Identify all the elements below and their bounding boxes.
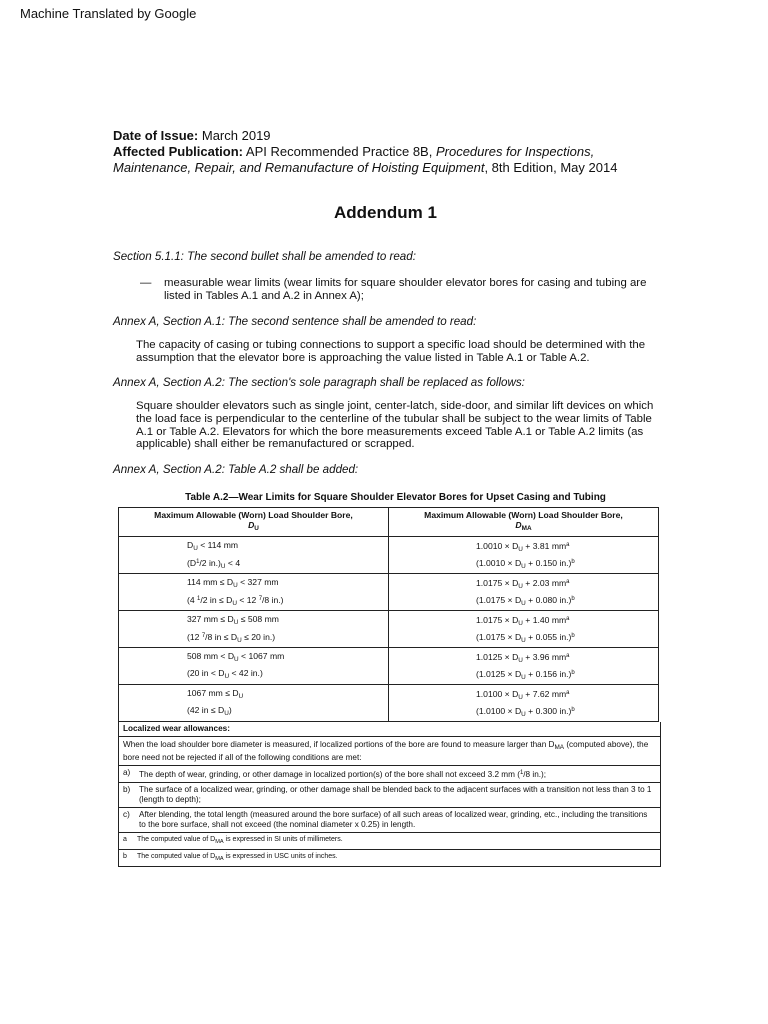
footnote-b-label: b: [123, 852, 127, 860]
column-header-du-title: Maximum Allowable (Worn) Load Shoulder Bore,: [154, 509, 353, 520]
condition-a-fraction-numerator: 1: [519, 769, 524, 776]
table-row: [119, 704, 659, 722]
cell-text: 327 mm ≤ D: [187, 614, 234, 625]
cell-text: b: [571, 632, 575, 639]
cell-text: 1067 mm ≤ D: [187, 688, 239, 699]
notes-heading: Localized wear allowances:: [119, 722, 660, 737]
cell-text: U: [233, 582, 238, 590]
bullet-dash: —: [140, 277, 152, 289]
cell-text: 7: [258, 595, 263, 602]
table-cell: [119, 556, 389, 574]
translation-banner: Machine Translated by Google: [20, 6, 197, 21]
publication-edition: , 8th Edition, May 2014: [484, 160, 618, 175]
cell-text: + 7.62 mm: [522, 688, 567, 699]
cell-text: a: [566, 541, 570, 548]
table-cell: [119, 573, 389, 593]
condition-b-label: b): [123, 784, 131, 794]
table-row: [119, 573, 659, 593]
table-cell: [389, 573, 659, 593]
cell-text: (20 in < D: [187, 668, 225, 679]
cell-text: U: [521, 710, 526, 718]
cell-text: (D: [187, 557, 197, 568]
cell-text: b: [571, 595, 575, 602]
section-5-1-1-heading: Section 5.1.1: The second bullet shall be amended to read:: [113, 250, 416, 263]
condition-b-text: The surface of a localized wear, grinding, or other damage shall be blended back to the adjacent surfaces with a transition not less than 3 to 1 (length to depth);: [139, 784, 652, 804]
cell-text: U: [518, 545, 523, 553]
table-row: [119, 556, 659, 574]
footnote-a-label: a: [123, 835, 127, 843]
cell-text: /2 in.): [199, 557, 221, 568]
cell-text: 114 mm ≤ D: [187, 577, 234, 588]
notes-intro-text: When the load shoulder bore diameter is measured, if localized portions of the bore are found to measure larger than D: [123, 739, 555, 749]
table-row: [119, 684, 659, 704]
cell-text: /8 in ≤ D: [205, 631, 238, 642]
table-row: [119, 647, 659, 667]
cell-text: (1.0010 × D: [476, 557, 522, 568]
cell-text: + 1.40 mm: [522, 614, 567, 625]
footnote-a-text-end: is expressed in SI units of millimeters.: [223, 835, 343, 843]
cell-text: ≤ 508 mm: [238, 614, 279, 625]
footnote-b-text-end: is expressed in USC units of inches.: [223, 852, 338, 860]
notes-intro: [119, 737, 660, 766]
table-cell: [119, 610, 389, 630]
cell-text: /8 in.): [262, 594, 284, 605]
cell-text: 508 mm < D: [187, 651, 235, 662]
cell-text: a: [566, 652, 570, 659]
cell-text: (1.0175 × D: [476, 594, 522, 605]
footnote-b-text-start: The computed value of D: [137, 852, 216, 860]
condition-c-label: c): [123, 809, 130, 819]
affected-publication-label: Affected Publication:: [113, 144, 244, 159]
condition-a-text-start: The depth of wear, grinding, or other damage in localized portion(s) of the bore shall not exceed 3.2 mm (: [139, 769, 520, 779]
cell-text: < 12: [236, 594, 259, 605]
notes-intro-text-end: (computed above), the bore need not be rejected if all of the following conditions are met:: [123, 739, 649, 762]
table-cell: [389, 704, 659, 722]
cell-text: b: [571, 669, 575, 676]
cell-text: + 3.96 mm: [522, 651, 567, 662]
table-row: [119, 610, 659, 630]
cell-text: 1: [196, 558, 200, 565]
annex-a2-text: Square shoulder elevators such as single joint, center-latch, side-door, and similar lift devices on which the load face is perpendicular to the centerline of the tubular shall be subject to the wear limits of Table A.1 or Table A.2. Elevators for which the bore measurements exceed Table A.1 or Table A.2 limits (as applicable) shall either be remanufactured or scrapped.: [136, 400, 654, 451]
cell-text: U: [193, 545, 198, 553]
cell-text: 1.0100 × D: [476, 688, 519, 699]
cell-text: U: [224, 673, 230, 681]
table-row: [119, 593, 659, 611]
table-cell: [119, 593, 389, 611]
cell-text: (12: [187, 631, 202, 642]
cell-text: U: [232, 599, 237, 607]
column-header-dma-symbol: D: [515, 519, 522, 530]
cell-text: U: [518, 619, 523, 627]
footnote-a-text-start: The computed value of D: [137, 835, 216, 843]
cell-text: + 0.055 in.): [525, 631, 572, 642]
table-cell: [119, 647, 389, 667]
table-cell: [119, 684, 389, 704]
cell-text: 1.0125 × D: [476, 651, 519, 662]
table-cell: [119, 630, 389, 648]
cell-text: (1.0100 × D: [476, 705, 522, 716]
condition-a-text: [139, 768, 546, 780]
cell-text: U: [521, 599, 526, 607]
cell-text: U: [521, 673, 526, 681]
condition-c-text: After blending, the total length (measured around the bore surface) of all such areas of localized wear, grinding, etc., including the transitions to the bore surface, shall not exceed (the nominal diameter x 0.25) in length.: [139, 809, 648, 829]
table-cell: [389, 556, 659, 574]
document-body: [113, 128, 658, 867]
table-row: [119, 667, 659, 685]
cell-text: < 114 mm: [197, 540, 239, 551]
table-cell: [119, 704, 389, 722]
cell-text: 1.0010 × D: [476, 540, 519, 551]
wear-limits-table: [118, 507, 659, 722]
column-header-dma-subscript: MA: [521, 524, 532, 532]
table-a2-heading: Annex A, Section A.2: Table A.2 shall be added:: [113, 462, 359, 476]
publication-title: Procedures for Inspections, Maintenance, Repair, and Remanufacture of Hoisting Equipment: [113, 144, 595, 175]
cell-text: 1.0175 × D: [476, 614, 519, 625]
amended-bullet-text: measurable wear limits (wear limits for square shoulder elevator bores for casing and tubing are listed in Tables A.1 and A.2 in Annex A);: [164, 277, 647, 302]
cell-text: U: [237, 636, 242, 644]
condition-a-label: a): [123, 767, 131, 777]
table-cell: [389, 593, 659, 611]
publication-name: API Recommended Practice 8B,: [245, 144, 433, 159]
cell-text: U: [521, 562, 526, 570]
cell-text: < 4: [225, 557, 241, 568]
table-cell: [389, 684, 659, 704]
amended-bullet: [140, 277, 658, 302]
condition-a: [119, 766, 660, 783]
cell-text: U: [518, 656, 523, 664]
cell-text: a: [566, 578, 570, 585]
column-header-du: [119, 507, 389, 536]
cell-text: b: [571, 706, 575, 713]
cell-text: < 327 mm: [237, 577, 279, 588]
column-header-dma: [389, 507, 659, 536]
cell-text: + 0.300 in.): [525, 705, 572, 716]
annex-a2-heading: Annex A, Section A.2: The section's sole paragraph shall be replaced as follows:: [113, 376, 525, 390]
annex-a1-text: The capacity of casing or tubing connections to support a specific load should be determined with the assumption that the elevator bore is approaching the value listed in Table A.1 or Table A.2.: [136, 339, 646, 364]
issue-date-value: March 2019: [201, 128, 271, 143]
cell-text: U: [518, 582, 523, 590]
cell-text: U: [220, 562, 226, 570]
cell-text: U: [238, 693, 244, 701]
localized-wear-notes: [118, 722, 661, 867]
cell-text: ≤ 20 in.): [241, 631, 276, 642]
cell-text: < 1067 mm: [238, 651, 285, 662]
cell-text: 7: [201, 632, 206, 639]
cell-text: + 0.156 in.): [525, 668, 572, 679]
cell-text: a: [566, 689, 570, 696]
issue-date-line: [113, 128, 658, 144]
footnote-b-text: [137, 852, 338, 864]
issue-date-label: Date of Issue:: [113, 128, 199, 143]
addendum-title: Addendum 1: [334, 203, 437, 222]
footnote-a: [119, 833, 660, 850]
cell-text: ): [228, 705, 232, 716]
cell-text: U: [518, 693, 523, 701]
table-caption: Table A.2—Wear Limits for Square Shoulder Elevator Bores for Upset Casing and Tubing: [185, 491, 606, 503]
condition-c: [119, 808, 660, 833]
column-header-dma-title: Maximum Allowable (Worn) Load Shoulder Bore,: [424, 509, 623, 520]
cell-text: (42 in ≤ D: [187, 705, 225, 716]
cell-text: /2 in ≤ D: [200, 594, 233, 605]
condition-b: [119, 783, 660, 808]
cell-text: + 0.080 in.): [525, 594, 572, 605]
cell-text: 1: [197, 595, 201, 602]
cell-text: U: [224, 710, 229, 718]
condition-a-text-end: /8 in.);: [523, 769, 547, 779]
cell-text: + 2.03 mm: [522, 577, 567, 588]
table-cell: [389, 610, 659, 630]
footnote-a-text: [137, 835, 343, 847]
table-cell: [389, 647, 659, 667]
column-header-du-symbol: D: [248, 519, 255, 530]
cell-text: (1.0175 × D: [476, 631, 522, 642]
cell-text: U: [234, 656, 239, 664]
cell-text: b: [571, 558, 575, 565]
cell-text: + 3.81 mm: [522, 540, 567, 551]
table-cell: [389, 630, 659, 648]
table-row: [119, 536, 659, 556]
footnote-b-subscript: MA: [215, 855, 224, 862]
cell-text: U: [521, 636, 526, 644]
table-cell: [389, 536, 659, 556]
table-header-row: [119, 507, 659, 536]
cell-text: 1.0175 × D: [476, 577, 519, 588]
cell-text: D: [187, 540, 194, 551]
cell-text: U: [233, 619, 239, 627]
table-cell: [119, 667, 389, 685]
table-body: [119, 536, 659, 721]
column-header-du-subscript: U: [254, 524, 259, 532]
table-cell: [119, 536, 389, 556]
table-cell: [389, 667, 659, 685]
cell-text: + 0.150 in.): [525, 557, 572, 568]
cell-text: (4: [187, 594, 198, 605]
cell-text: (1.0125 × D: [476, 668, 522, 679]
table-row: [119, 630, 659, 648]
footnote-b: [119, 850, 660, 866]
annex-a1-heading: Annex A, Section A.1: The second sentence shall be amended to read:: [113, 315, 477, 329]
cell-text: < 42 in.): [229, 668, 263, 679]
footnote-a-subscript: MA: [215, 838, 224, 845]
notes-intro-subscript: MA: [554, 743, 565, 751]
cell-text: a: [566, 615, 570, 622]
affected-publication-line: [113, 144, 658, 176]
